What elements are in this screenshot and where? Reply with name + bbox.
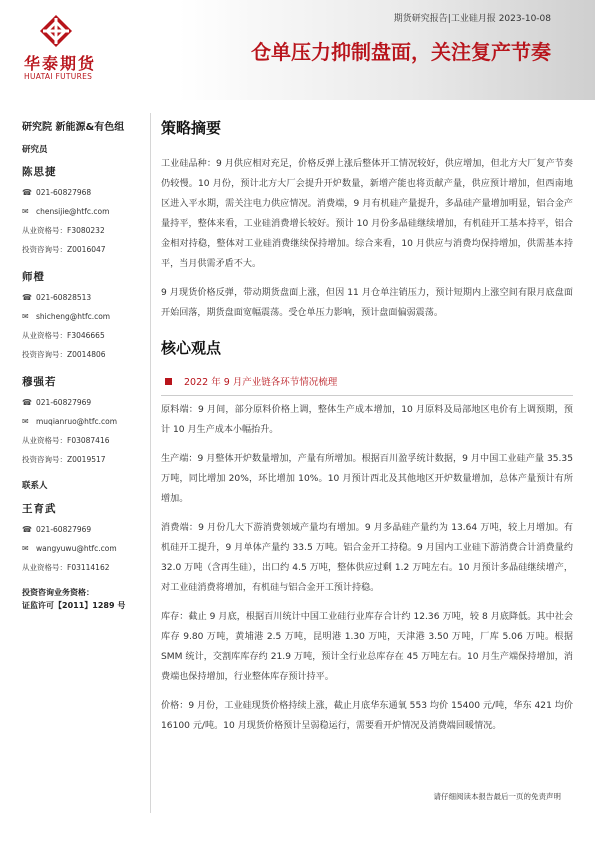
email-link[interactable]: shicheng@htfc.com: [36, 312, 111, 321]
email-icon: ✉: [22, 544, 29, 553]
email-link[interactable]: muqianruo@htfc.com: [36, 417, 118, 426]
phone-number: 021-60827969: [36, 398, 92, 407]
report-type-line: 期货研究报告|工业硅月报 2023-10-08: [393, 14, 551, 24]
report-header: [0, 0, 595, 100]
summary-paragraph: 工业硅品种：9 月供应相对充足，价格反弹上涨后整体开工情况较好，供应增加，但北方大厂复产节奏仍较慢。10 月份，预计北方大厂会提升开炉数量，新增产能也将贡献产量，供应预计增加，但西南地区进入平水期，需关注电力供应情况。消费端，9 月有机硅产量提升，多晶硅产量增加明显，铝合金产量持平，整体来看，工业硅消费增长较好。预计 10 月份多晶硅继续增加，有机硅开工基本持平，铝合金相对持稳，整体对工业硅消费继续保持增加。综合来看，10 月供应与消费均保持增加，供需基本持平，当月供需矛盾不大。: [161, 159, 573, 269]
phone-number: 021-60828513: [36, 293, 92, 302]
investment-advisory-row: [22, 244, 142, 263]
core-subheading-text: 2022 年 9 月产业链各环节情况梳理: [184, 377, 338, 388]
logo-mark-icon: [39, 14, 73, 48]
core-subheading: [165, 374, 573, 388]
email-row: [22, 416, 142, 435]
qualification-row: [22, 435, 142, 454]
analyst-card: [22, 269, 142, 368]
summary-heading: 策略摘要: [161, 119, 222, 137]
phone-icon: ☎: [22, 525, 32, 534]
advisory-license: [22, 586, 125, 612]
qualification-row: [22, 562, 142, 581]
analyst-sidebar: [22, 118, 142, 587]
investment-advisory-label: 投资咨询号：: [22, 245, 67, 254]
qualification-number: F3080232: [67, 226, 105, 235]
bullet-square-icon: [165, 378, 172, 385]
email-link[interactable]: wangyuwu@htfc.com: [36, 544, 117, 553]
phone-row: [22, 187, 142, 206]
qualification-number: F3046665: [67, 331, 105, 340]
qualification-row: [22, 330, 142, 349]
core-paragraph: 消费端：9 月份几大下游消费领域产量均有增加。9 月多晶硅产量约为 13.64 万吨，较上月增加。有机硅开工提升，9 月单体产量约 33.5 万吨。铝合金开工持稳。9 月国内工业硅下游消费合计消费量约 32.0 万吨（含再生硅），出口约 4.5 万吨，整体供应过剩 1.2 万吨左右。10 月预计多晶硅继续增产，对工业硅消费将增加，有机硅与铝合金开工预计持稳。: [161, 523, 573, 593]
logo-chinese-text: 华泰期货: [24, 54, 97, 73]
phone-row: [22, 292, 142, 311]
researchers-label: 研究员: [22, 145, 48, 155]
investment-advisory-label: 投资咨询号：: [22, 455, 67, 464]
investment-advisory-number: Z0019517: [67, 455, 106, 464]
summary-paragraph: 9 月现货价格反弹，带动期货盘面上涨，但因 11 月仓单注销压力，预计短期内上涨空间有限月底盘面开始回落，期货盘面宽幅震荡。受仓单压力影响，预计盘面偏弱震荡。: [161, 288, 573, 318]
report-title: 仓单压力抑制盘面，关注复产节奏: [251, 40, 551, 64]
huatai-logo: [24, 14, 116, 84]
email-row: [22, 311, 142, 330]
investment-advisory-label: 投资咨询号：: [22, 350, 67, 359]
email-row: [22, 206, 142, 225]
core-paragraph: 原料端：9 月间，部分原料价格上调，整体生产成本增加，10 月原料及局部地区电价有上调预期，预计 10 月生产成本小幅抬升。: [161, 405, 573, 435]
core-view-heading: 核心观点: [161, 339, 222, 357]
qualification-label: 从业资格号：: [22, 436, 67, 445]
investment-advisory-number: Z0014806: [67, 350, 106, 359]
phone-icon: ☎: [22, 188, 32, 197]
core-paragraph: 库存：截止 9 月底，根据百川统计中国工业硅行业库存合计约 12.36 万吨，较 8 月底降低。其中社会库存 9.80 万吨，黄埔港 2.5 万吨，昆明港 1.30 万吨，天津港 3.50 万吨，厂库 5.06 万吨。根据 SMM 统计，交割库库存约 21.9 万吨，预计全行业总库存在 45 万吨左右。10 月生产端保持增加，消费端也保持增加，行业整体库存预计持平。: [161, 612, 573, 682]
investment-advisory-number: Z0016047: [67, 245, 106, 254]
phone-number: 021-60827968: [36, 188, 92, 197]
email-link[interactable]: chensijie@htfc.com: [36, 207, 110, 216]
phone-icon: ☎: [22, 293, 32, 302]
qualification-label: 从业资格号：: [22, 563, 67, 572]
analyst-name: 穆强若: [22, 376, 57, 388]
qualification-number: F03114162: [67, 563, 110, 572]
phone-row: [22, 397, 142, 416]
advisory-license-number: 证监许可【2011】1289 号: [22, 601, 126, 610]
main-content: [161, 117, 573, 745]
email-icon: ✉: [22, 312, 29, 321]
phone-number: 021-60827969: [36, 525, 92, 534]
analyst-name: 师橙: [22, 271, 45, 283]
email-icon: ✉: [22, 417, 29, 426]
investment-advisory-row: [22, 349, 142, 368]
analyst-name: 陈思捷: [22, 166, 57, 178]
contact-name: 王育武: [22, 503, 57, 515]
phone-row: [22, 524, 142, 543]
contact-card: [22, 501, 142, 581]
subheading-divider: [161, 395, 573, 396]
analyst-card: [22, 374, 142, 473]
qualification-label: 从业资格号：: [22, 331, 67, 340]
analyst-card: [22, 164, 142, 263]
disclaimer-footer: 请仔细阅读本报告最后一页的免责声明: [433, 792, 561, 801]
advisory-license-label: 投资咨询业务资格：: [22, 588, 94, 597]
column-divider: [150, 113, 151, 813]
qualification-row: [22, 225, 142, 244]
phone-icon: ☎: [22, 398, 32, 407]
email-row: [22, 543, 142, 562]
qualification-label: 从业资格号：: [22, 226, 67, 235]
qualification-number: F03087416: [67, 436, 110, 445]
department-label: 研究院 新能源&有色组: [22, 122, 125, 133]
core-paragraph: 价格：9 月份，工业硅现货价格持续上涨，截止月底华东通氧 553 均价 15400 元/吨，华东 421 均价 16100 元/吨。10 月现货价格预计呈弱稳运行，需要看开炉情况及消费端回暖情况。: [161, 701, 573, 731]
logo-english-text: HUATAI FUTURES: [24, 72, 93, 81]
investment-advisory-row: [22, 454, 142, 473]
contact-label: 联系人: [22, 481, 48, 491]
core-paragraph: 生产端：9 月整体开炉数量增加，产量有所增加。根据百川盈孚统计数据，9 月中国工业硅产量 35.35 万吨，同比增加 20%，环比增加 10%。10 月预计西北及其他地区开炉数量增加，总体产量预计有所增加。: [161, 454, 573, 504]
email-icon: ✉: [22, 207, 29, 216]
